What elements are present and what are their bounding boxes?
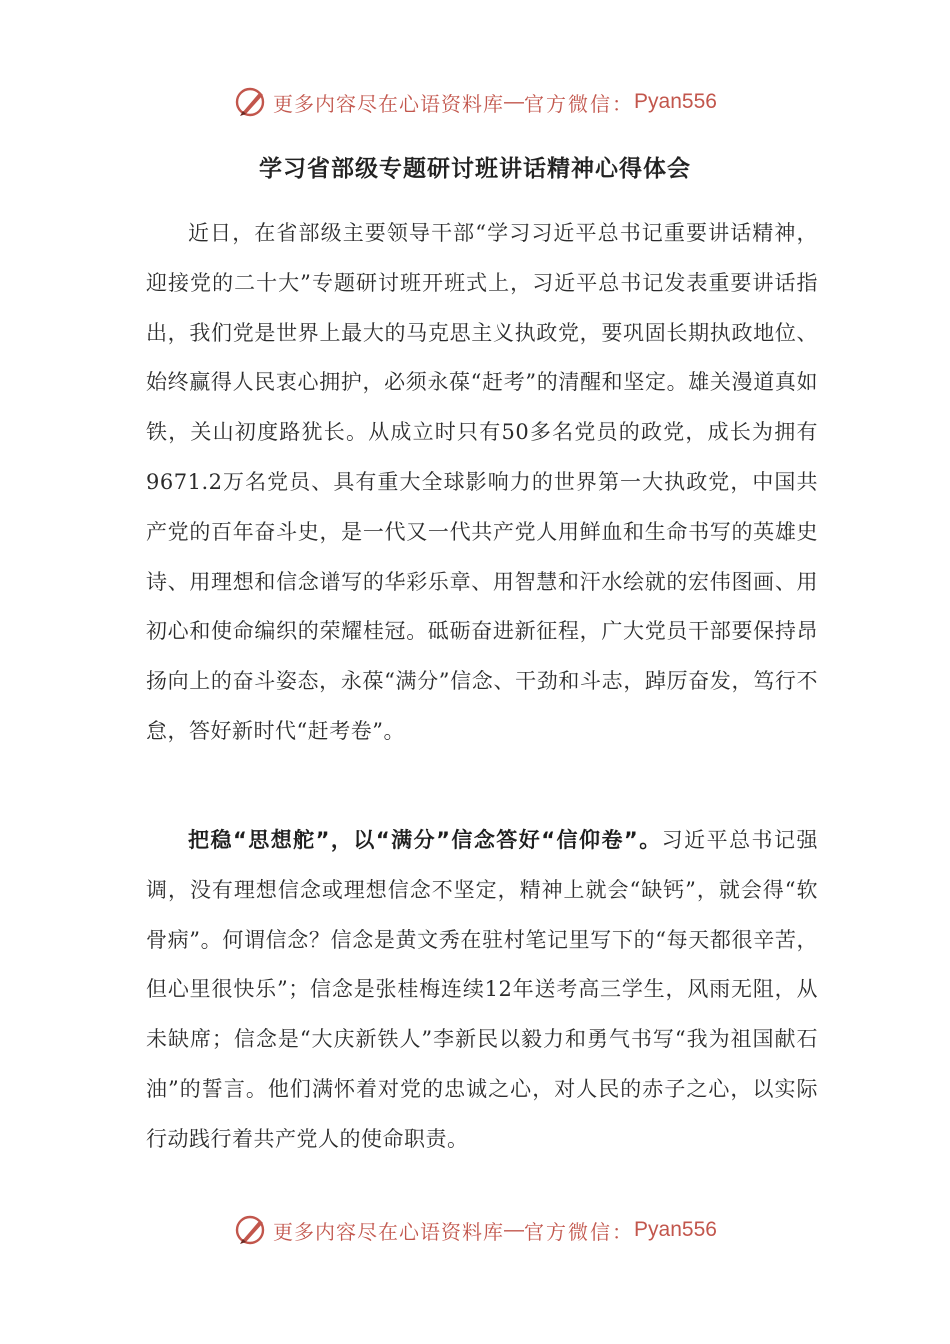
watermark-wechat-label: 官方微信： xyxy=(524,91,635,116)
paragraph-intro: 近日，在省部级主要领导干部“学习习近平总书记重要讲话精神，迎接党的二十大”专题研讨班开班式上，习近平总书记发表重要讲话指出，我们党是世界上最大的马克思主义执政党，要巩固长期执政地位、始终赢得人民衷心拥护，必须永葆“赶考”的清醒和坚定。雄关漫道真如铁，关山初度路犹长。从成立时只有50多名党员的政党，成长为拥有9671.2万名党员、具有重大全球影响力的世界第一大执政党，中国共产党的百年奋斗史，是一代又一代共产党人用鲜血和生命书写的英雄史诗、用理想和信念谱写的华彩乐章、用智慧和汗水绘就的宏伟图画、用初心和使命编织的荣耀桂冠。砥砺奋进新征程，广大党员干部要保持昂扬向上的奋斗姿态，永葆“满分”信念、干劲和斗志，踔厉奋发，笃行不怠，答好新时代“赶考卷”。 xyxy=(146,221,818,743)
watermark-separator: — xyxy=(504,90,525,113)
header-watermark xyxy=(0,82,950,122)
document-title: 学习省部级专题研讨班讲话精神心得体会 xyxy=(259,156,691,182)
watermark-site-text: 更多内容尽在心语资料库 xyxy=(273,1219,505,1244)
watermark-wechat-id: Pyan556 xyxy=(634,1218,717,1241)
pen-logo-icon xyxy=(233,1212,269,1248)
pen-logo-icon xyxy=(233,84,269,120)
watermark-wechat-label: 官方微信： xyxy=(524,1219,635,1244)
watermark-site-text: 更多内容尽在心语资料库 xyxy=(273,91,505,116)
watermark-wechat-id: Pyan556 xyxy=(634,90,717,113)
footer-watermark xyxy=(0,1210,950,1250)
watermark-separator: — xyxy=(504,1218,525,1241)
section-heading-lead: 把稳“思想舵”，以“满分”信念答好“信仰卷”。 xyxy=(188,828,662,852)
paragraph-section-1 xyxy=(146,816,818,1165)
section-body-text: 习近平总书记强调，没有理想信念或理想信念不坚定，精神上就会“缺钙”，就会得“软骨病”。何谓信念？信念是黄文秀在驻村笔记里写下的“每天都很辛苦，但心里很快乐”；信念是张桂梅连续12年送考高三学生，风雨无阻，从未缺席；信念是“大庆新铁人”李新民以毅力和勇气书写“我为祖国献石油”的誓言。他们满怀着对党的忠诚之心，对人民的赤子之心，以实际行动践行着共产党人的使命职责。 xyxy=(146,828,819,1151)
